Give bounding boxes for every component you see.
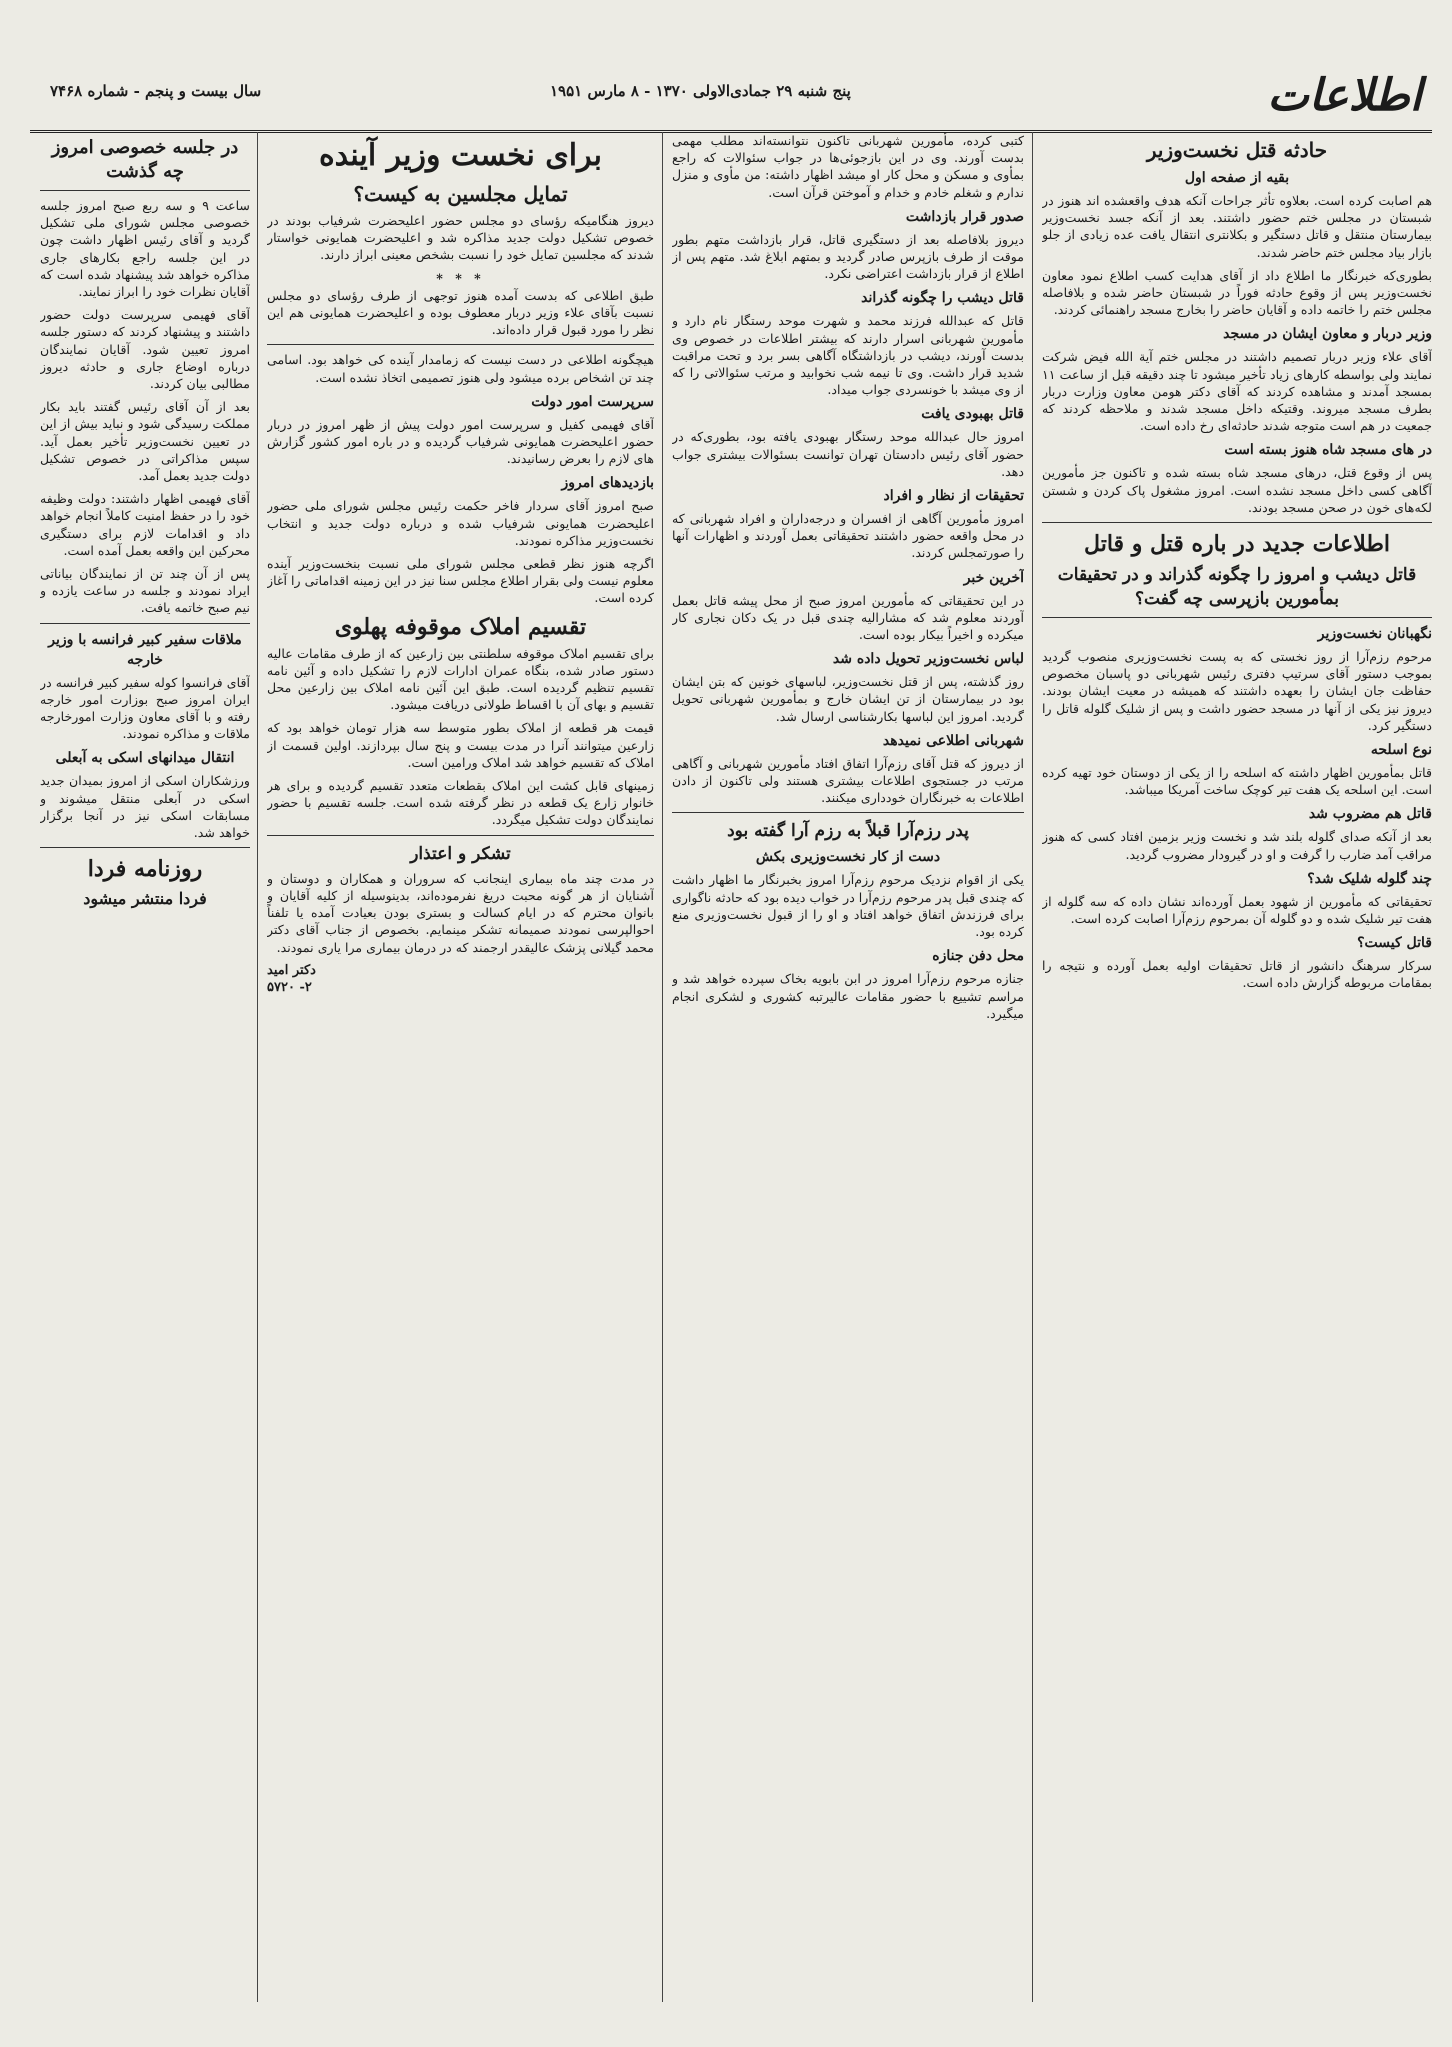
ad-title: روزنامه فردا [87,856,203,883]
paragraph: بعد از آنکه صدای گلوله بلند شد و نخست وزیر بزمین افتاد کسی که هنوز مراقب آمد ضارب را گرفت و او در گیرودار مضروب گردید. [1042,829,1432,862]
paragraph: تحقیقاتی که مأمورین از شهود بعمل آورده‌اند نشان داده که سه گلوله از هفت تیر شلیک شده و دو گلوله آن بمرحوم رزم‌آرا اصابت کرده است. [1042,893,1432,927]
ad-subtitle: فردا منتشر میشود [83,889,207,909]
section-heading: ملاقات سفیر کبیر فرانسه با وزیر خارجه [48,631,242,668]
section-heading: صدور قرار بازداشت [905,208,1024,225]
date-line: پنج شنبه ۲۹ جمادی‌الاولی ۱۳۷۰ - ۸ مارس ۱۹۵۱ [550,82,851,100]
paragraph: ورزشکاران اسکی از امروز بمیدان جدید اسکی در آبعلی منتقل میشوند و مسابقات اسکی نیز در آنجا برگزار خواهد شد. [40,773,250,841]
section-heading: آخرین خبر [963,569,1024,586]
section-heading: بازدیدهای امروز [561,475,654,492]
paragraph: آقای علاء وزیر دربار تصمیم داشتند در مجلس ختم آیة الله فیض شرکت نمایند ولی بواسطه کارهای زیاد تأخیر میشود تا چند دقیقه قبل از ساعت ۱۱ بمسجد آمدند و مشاهده کردند که آقای دکتر هومن معاون وزارت دربار بطرف مسجد میروند. وقتیکه داخل مسجد شدند و ملاحظه کردند که جمعیت در هم است متوجه شدند حادثه‌ای رخ داده است. [1042,349,1432,434]
paragraph: کتبی کرده، مأمورین شهربانی تاکنون نتوانسته‌اند مطلب مهمی بدست آورند. وی در این بازجوئی‌ها در جواب سئوالات که راجع بمأوی و مسکن و محل کار او میشد اظهار داشته: من مأوی و منزل ندارم و شغلم خادم و خدام و آموختن قرآن است. [672,133,1024,200]
paragraph: در این تحقیقاتی که مأمورین امروز صبح از محل پیشه قاتل بعمل آوردند معلوم شد که مشارالیه چندی قبل در یک دکان نجاری کار میکرده و اخیراً بیکار بوده است. [672,592,1024,643]
newspaper-logo: اطلاعات [1267,70,1422,121]
paragraph: هم اصابت کرده است. بعلاوه تأثر جراحات آنکه هدف واقعشده اند هنوز در شبستان در مجلس ختم حضور داشتند. بعد از آنکه جسد نخست‌وزیر بیمارستان منتقل و قاتل دستگیر و بکلانتری انتقال یافت عده زیادی از جلو بازار بیاد مجلس ختم حاضر شدند. [1042,193,1432,260]
paragraph: طبق اطلاعی که بدست آمده هنوز توجهی از طرف رؤسای دو مجلس نسبت بآقای علاء وزیر دربار معطوف بوده و اعلیحضرت همایونی هم این نظر را مورد قبول قرار داده‌اند. [267,287,654,338]
section-heading: قاتل کیست؟ [1357,935,1432,952]
section-heading: نوع اسلحه [1370,742,1432,759]
column-2 [672,132,1024,2012]
paragraph: امروز مأمورین آگاهی از افسران و درجه‌داران و افراد شهربانی که در محل واقعه حضور داشتند تحقیقاتی بعمل آوردند و اظهارات آنها را صورتمجلس کردند. [672,511,1024,561]
article-headline: برای نخست وزیر آینده [318,138,603,173]
paragraph: مرحوم رزم‌آرا از روز نخستی که به پست نخست‌وزیری منصوب گردید بموجب دستور آقای سرتیپ دفتری رئیس شهربانی دو پاسبان مخصوص حفاظت جان ایشان را بعهده داشتند که همیشه در معیت ایشان بودند. دیروز نیز یکی از آنها در مسجد حضور داشت و پس از شلیک گلوله قاتل را دستگیر کرد. [1042,649,1432,733]
paragraph: آقای فهیمی اظهار داشتند: دولت وظیفه خود را در حفظ امنیت کاملاً انجام خواهد داد و اقدامات لازم برای دستگیری محرکین این واقعه بعمل آمده است. [40,491,250,558]
paragraph: دیروز هنگامیکه رؤسای دو مجلس حضور اعلیحضرت شرفیاب بودند در خصوص تشکیل دولت جدید مذاکره شد و اعلیحضرت همایونی خواستار شدند که مجلسین تمایل خود را نسبت بشخص معینی ابراز دارند. [267,213,654,263]
article-headline: تقسیم املاک موقوفه پهلوی [334,613,587,640]
paragraph: قاتل بمأمورین اظهار داشته که اسلحه را از یکی از دوستان خود تهیه کرده است. این اسلحه یک هفت تیر کوچک ساخت آمریکا میباشد. [1042,765,1432,798]
article-headline: پدر رزم‌آرا قبلاً به رزم آرا گفته بود [727,821,969,842]
paragraph: بعد از آن آقای رئیس گفتند باید بکار مملکت رسیدگی شود و نباید بیش از این در تعیین نخست‌وزیر تأخیر بعمل آید. سپس مذاکراتی در خصوص تشکیل دولت جدید بعمل آمد. [40,399,250,484]
article-subhead: دست از کار نخست‌وزیری بکش [755,849,941,866]
article-headline: حادثه قتل نخست‌وزیر [1146,138,1328,162]
section-heading: انتقال میدانهای اسکی به آبعلی [55,750,235,767]
article-subhead: تمایل مجلسین به کیست؟ [353,182,568,206]
section-heading: نگهبانان نخست‌وزیر [1317,626,1432,643]
paragraph: برای تقسیم املاک موقوفه سلطنتی بین زارعین که از طرف مقامات عالیه دستور صادر شده، بنگاه عمران ادارات لازم را تشکیل داده و آئین نامه تقسیم تنظیم گردیده است. طبق این آئین نامه املاک بین زارعین محل تقسیم و بهای آن با اقساط طولانی دریافت میشود. [267,645,654,713]
column-3 [267,132,654,2012]
section-heading: قاتل بهبودی یافت [921,406,1024,423]
paragraph: قیمت هر قطعه از املاک بطور متوسط سه هزار تومان خواهد بود که زارعین میتوانند آنرا در مدت بیست و پنج سال بپردازند. اولین قسمت از املاک که تقسیم خواهد شد املاک ورامین است. [267,720,654,770]
signature: دکتر امید [267,962,316,978]
paragraph: از دیروز که قتل آقای رزم‌آرا اتفاق افتاد مأمورین شهربانی و آگاهی مرتب در جستجوی اطلاعات بیشتری هستند ولی تاکنون از دادن اطلاعات به خبرنگاران خودداری میکنند. [672,755,1024,806]
section-heading: قاتل دیشب را چگونه گذراند [861,290,1024,307]
section-heading: در های مسجد شاه هنوز بسته است [1224,442,1432,459]
paragraph: بطوری‌که خبرنگار ما اطلاع داد از آقای هدایت کسب اطلاع نمود معاون نخست‌وزیر پس از وقوع حادثه فوراً در شبستان حاضر شده و بلافاصله مجلس ختم را خاتمه داده و آقایان حاضر را بخارج مسجد راهنمائی کردند. [1042,267,1432,318]
column-rule [662,132,663,2002]
paragraph: اگرچه هنوز نظر قطعی مجلس شورای ملی نسبت بنخست‌وزیر آینده معلوم نیست ولی بقرار اطلاع مجلس سنا نیز در این زمینه اقداماتی را آغاز کرده است. [267,556,654,606]
column-4 [40,132,250,2012]
paragraph: پس از آن چند تن از نمایندگان بیاناتی ایراد نمودند و جلسه در ساعت یازده و نیم صبح خاتمه یافت. [40,566,250,616]
big-subheadline: قاتل دیشب و امروز را چگونه گذراند و در تحقیقات بمأمورین بازپرسی چه گفت؟ [1057,565,1417,610]
ad-code: ۲- ۵۷۲۰ [267,979,312,995]
paragraph: در مدت چند ماه بیماری اینجانب که سروران و همکاران و دوستان و آشنایان از هر گونه محبت دریغ نفرموده‌اند، بدینوسیله از کلیه آقایان و بانوان محترم که در ایام کسالت و بستری بودن بعیادت آمده یا تلفناً احوالپرسی نمودند صمیمانه تشکر مینمایم. بخصوص از جناب آقای دکتر محمد گیلانی پزشک عالیقدر ارجمند که در درمان بیماری مرا یاری نمودند. [267,870,654,955]
paragraph: صبح امروز آقای سردار فاخر حکمت رئیس مجلس شورای ملی حضور اعلیحضرت همایونی شرفیاب شده و درباره دولت جدید و انتخاب نخست‌وزیر مذاکره نمودند. [267,498,654,548]
section-heading: تشکر و اعتذار [410,843,511,864]
section-heading: تحقیقات از نظار و افراد [883,488,1024,505]
paragraph: هیچگونه اطلاعی در دست نیست که زمامدار آینده کی خواهد بود. اسامی چند تن اشخاص برده میشود ولی هنوز تصمیمی اتخاذ نشده است. [267,352,654,385]
paragraph: آقای فهیمی کفیل و سرپرست امور دولت پیش از ظهر امروز در دربار حضور اعلیحضرت همایونی شرفیاب گردیده و در باره امور کشور گزارش های لازم را بعرض رسانیدند. [267,416,654,467]
column-rule [257,132,258,2002]
section-heading: سرپرست امور دولت [531,393,654,410]
big-headline: اطلاعات جدید در باره قتل و قاتل [1084,531,1390,558]
paragraph: جنازه مرحوم رزم‌آرا امروز در ابن بابویه بخاک سپرده خواهد شد و مراسم تشییع با حضور مقامات عالیرتبه کشوری و لشکری انجام میگیرد. [672,971,1024,1021]
paragraph: روز گذشته، پس از قتل نخست‌وزیر، لباسهای خونین که بتن ایشان بود در بیمارستان از تن ایشان خارج و بمأمورین شهربانی تحویل گردید. امروز این لباسها بکارشناسی ارسال شد. [672,674,1024,724]
paragraph: زمینهای قابل کشت این املاک بقطعات متعدد تقسیم گردیده و برای هر خانوار زارع یک قطعه در نظر گرفته شده است. جلسه تقسیم با حضور نمایندگان دولت تشکیل میگردد. [267,778,654,828]
paragraph: امروز حال عبدالله موحد رستگار بهبودی یافته بود، بطوری‌که در حضور آقای رئیس دادستان تهران توانست بسئوالات بیشتری جواب دهد. [672,429,1024,479]
paragraph: ساعت ۹ و سه ربع صبح امروز جلسه خصوصی مجلس شورای ملی تشکیل گردید و آقای رئیس اظهار داشت چون در این جلسه راجع بکارهای جاری مذاکره خواهد شد پیشنهاد شده است که آقایان نظرات خود را ابراز نمایند. [40,198,250,300]
paragraph: دیروز بلافاصله بعد از دستگیری قاتل، قرار بازداشت متهم بطور موقت از طرف بازپرس صادر گردید و بمتهم ابلاغ شد. متهم پس از اطلاع از قرار بازداشت اعتراضی نکرد. [672,231,1024,282]
paragraph: آقای فرانسوا کوله سفیر کبیر فرانسه در ایران امروز صبح بوزارت امور خارجه رفته و با آقای معاون وزارت امورخارجه ملاقات و مذاکره نمودند. [40,674,250,742]
paragraph: یکی از اقوام نزدیک مرحوم رزم‌آرا امروز بخبرنگار ما اظهار داشت که چندی قبل پدر مرحوم رزم‌آرا در خواب دیده بود که حادثه ناگواری برای فرزندش اتفاق خواهد افتاد و او را از قبول نخست‌وزیری منع کرده بود. [672,872,1024,940]
column-1 [1042,132,1432,2012]
section-heading: قاتل هم مضروب شد [1308,806,1432,823]
paragraph: آقای فهیمی سرپرست دولت حضور داشتند و پیشنهاد کردند که دستور جلسه امروز تعیین شود. آقایان نمایندگان درباره اوضاع جاری و حادثه دیروز مطالبی بیان کردند. [40,307,250,392]
section-heading: لباس نخست‌وزیر تحویل داده شد [832,651,1024,668]
section-heading: محل دفن جنازه [932,948,1024,965]
separator: * * * [436,270,485,286]
issue-line: سال بیست و پنجم - شماره ۷۴۶۸ [50,82,262,100]
paragraph: قاتل که عبدالله فرزند محمد و شهرت موحد رستگار نام دارد و مأمورین شهربانی اسرار دارند که بیشتر اطلاعات در خصوص وی بدست آورند، دیشب در بازداشتگاه آگاهی بسر برد و تحت مراقبت شدید قرار داشت. وی تا نیمه شب نخوابید و مرتب سئوالاتی را که از وی میشد با خونسردی جواب میداد. [672,313,1024,398]
article-subhead: بقیه از صفحه اول [1184,170,1290,186]
paragraph: پس از وقوع قتل، درهای مسجد شاه بسته شده و تاکنون جز مأمورین آگاهی کسی داخل مسجد نشده است. امروز مشغول پاک کردن و شستن لکه‌های خون در صحن مسجد بودند. [1042,465,1432,515]
masthead [30,70,1432,133]
section-heading: شهربانی اطلاعی نمیدهد [882,732,1024,749]
article-headline: در جلسه خصوصی امروز چه گذشت [51,137,239,182]
paragraph: سرکار سرهنگ دانشور از قاتل تحقیقات اولیه بعمل آورده و نتیجه را بمقامات مربوطه گزارش داده است. [1042,958,1432,991]
section-heading: چند گلوله شلیک شد؟ [1307,870,1432,887]
section-heading: وزیر دربار و معاون ایشان در مسجد [1223,326,1432,343]
column-rule [1032,132,1033,2002]
